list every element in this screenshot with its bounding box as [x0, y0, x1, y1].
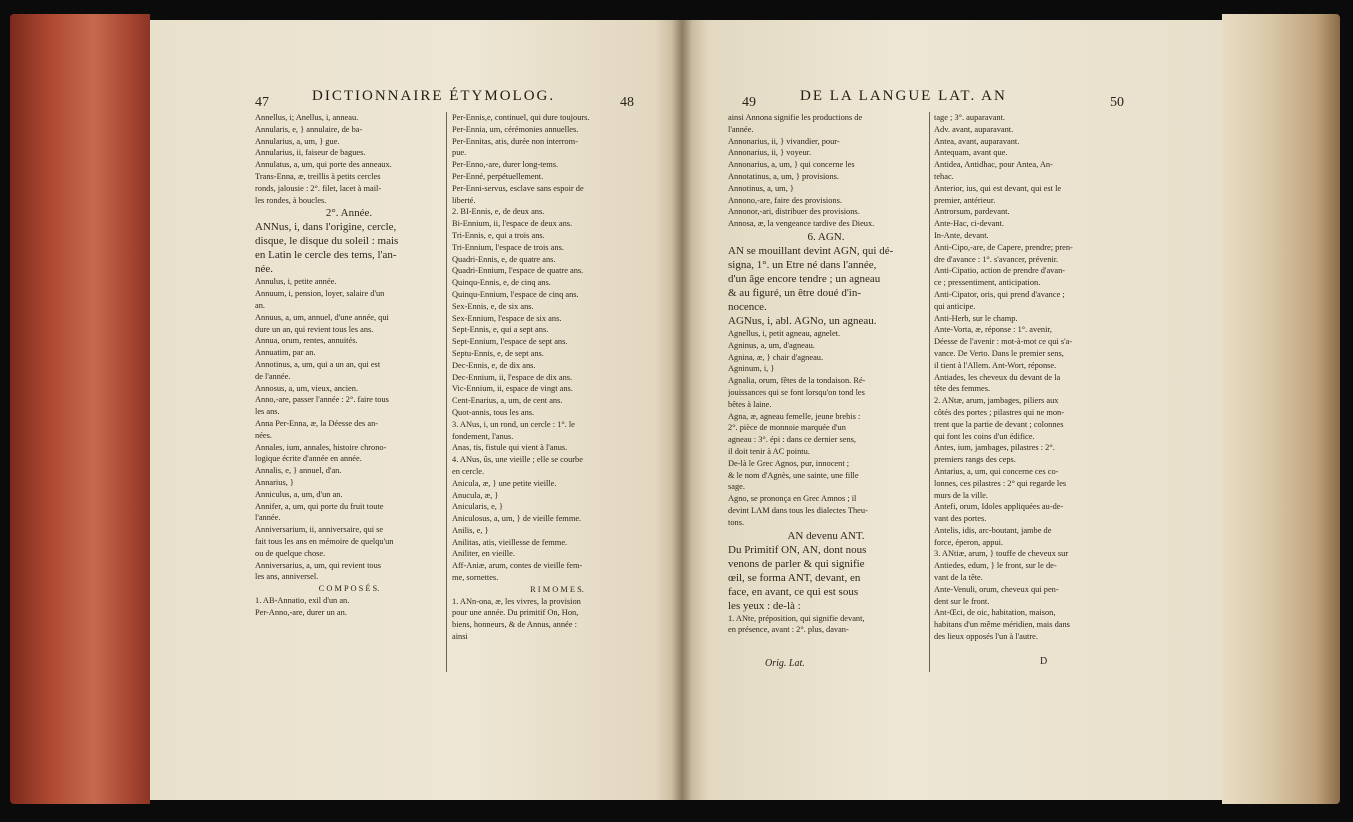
text-line: fait tous les ans en mémoire de quelqu'un — [255, 536, 394, 546]
text-line: Anicula, æ, } une petite vieille. — [452, 478, 557, 488]
text-line: née. — [255, 263, 274, 276]
text-line: Annuum, i, pension, loyer, salaire d'un — [255, 289, 385, 299]
footer-signature-text: Orig. Lat. — [765, 658, 805, 669]
text-line: Annulatus, a, um, qui porte des anneaux. — [255, 160, 392, 170]
text-line: Anti-Cipatio, action de prendre d'avan- — [934, 266, 1066, 276]
text-line: 1. AB-Annatio, exil d'un an. — [255, 595, 350, 605]
text-line: Ante-Venuli, orum, cheveux qui pen- — [934, 584, 1059, 594]
text-line: Ante-Vorta, æ, réponse : 1°. avenir, — [934, 325, 1052, 335]
text-line: 2. BI-Ennis, e, de deux ans. — [452, 207, 545, 217]
text-line: Trans-Enna, æ, treillis à petits cercles — [255, 171, 381, 181]
text-line: Annonor,-ari, distribuer des provisions. — [728, 207, 860, 217]
text-line: devint LAM dans tous les dialectes Theu- — [728, 505, 868, 515]
text-line: tage ; 3°. auparavant. — [934, 113, 1006, 122]
text-line: biens, honneurs, & de Annus, année : — [452, 620, 577, 630]
text-line: Antes, ium, jambages, pilastres : 2°. — [934, 443, 1055, 453]
text-line: Annuatim, par an. — [255, 348, 316, 358]
text-line: habitans d'un même méridien, mais dans — [934, 620, 1070, 630]
text-line: Aniculosus, a, um, } de vieille femme. — [452, 514, 582, 524]
text-line: Agna, æ, agneau femelle, jeune brebis : — [728, 411, 861, 421]
text-line: AN se mouillant devint AGN, qui dé- — [728, 244, 894, 257]
text-line: Annosa, æ, la vengeance tardive des Dieux. — [728, 219, 875, 229]
text-line: Annonarius, a, um, } qui concerne les — [728, 160, 855, 170]
text-line: Annularius, a, um, } gue. — [255, 136, 340, 146]
text-line: vant de la tête. — [934, 573, 983, 583]
text-line: les yeux : de-là : — [728, 599, 801, 612]
text-line: Annulus, i, petite année. — [255, 277, 337, 287]
text-line: vance. De Verto. Dans le premier sens, — [934, 348, 1064, 358]
text-line: me, sornettes. — [452, 573, 499, 583]
text-line: AGNus, i, abl. AGNo, un agneau. — [728, 314, 877, 327]
text-line: Aff-Aniæ, arum, contes de vieille fem- — [452, 561, 583, 571]
text-line: 4. ANus, ûs, une vieille ; elle se courbe — [452, 455, 583, 465]
text-line: Adv. avant, auparavant. — [934, 124, 1014, 134]
text-line: Annularius, ii, faiseur de bagues. — [255, 148, 366, 158]
text-line: jouissances qui se font lorsqu'on tond les — [728, 387, 865, 397]
text-line: & au figuré, un être doué d'in- — [728, 286, 862, 299]
text-line: Annotinus, a, um, } — [728, 183, 794, 193]
text-line: Quadri-Ennium, l'espace de quatre ans. — [452, 266, 584, 276]
text-line: In-Ante, devant. — [934, 230, 989, 240]
text-line: ou de quelque chose. — [255, 548, 326, 558]
text-line: pue. — [452, 148, 467, 158]
text-line: Antea, avant, auparavant. — [934, 136, 1020, 146]
text-line: Antiades, les cheveux du devant de la — [934, 372, 1061, 382]
text-line: Agnalia, orum, fêtes de la tondaison. Ré- — [728, 376, 866, 386]
text-line: Anilitas, atis, vieillesse de femme. — [452, 537, 568, 547]
text-line: Annono,-are, faire des provisions. — [728, 195, 842, 205]
text-line: Antelis, idis, arc-boutant, jambe de — [934, 525, 1052, 535]
text-line: Septu-Ennis, e, de sept ans. — [452, 348, 544, 358]
text-line: 3. ANus, i, un rond, un cercle : 1°. le — [452, 419, 575, 429]
text-line: Anti-Herb, sur le champ. — [934, 313, 1018, 323]
text-line: Anucula, æ, } — [452, 490, 499, 500]
text-line: Sept-Ennis, e, qui a sept ans. — [452, 325, 549, 335]
text-line: Anicularis, e, } — [452, 502, 503, 512]
text-line: sage. — [728, 482, 745, 492]
text-line: liberté. — [452, 195, 476, 205]
text-line: Antidea, Antidhac, pour Antea, An- — [934, 160, 1053, 170]
text-line: Déesse de l'avenir : mot-à-mot ce qui s'a- — [934, 337, 1073, 347]
text-line: vant des portes. — [934, 514, 987, 524]
page-number-right: 49 — [742, 95, 756, 110]
text-line: Annularis, e, } annulaire, de ba- — [255, 124, 363, 134]
text-line: Antarius, a, um, qui concerne ces co- — [934, 466, 1059, 476]
text-line: Annonarius, ii, } vivandier, pour- — [728, 136, 840, 146]
text-line: Bi-Ennium, ii, l'espace de deux ans. — [452, 219, 573, 229]
text-line: Quinqu-Ennium, l'espace de cinq ans. — [452, 289, 579, 299]
text-line: signa, 1°. un Etre né dans l'année, — [728, 258, 877, 271]
text-line: Dec-Ennis, e, de dix ans. — [452, 360, 536, 370]
text-line: nocence. — [728, 300, 767, 313]
text-line: Agnina, æ, } chair d'agneau. — [728, 352, 824, 362]
text-line: en Latin le cercle des tems, l'an- — [255, 249, 397, 262]
text-line: trent que la partie de devant ; colonnes — [934, 419, 1064, 429]
text-line: Antrorsum, pardevant. — [934, 207, 1010, 217]
text-line: Anniversarius, a, um, qui revient tous — [255, 560, 382, 570]
text-line: 2. ANtæ, arum, jambages, piliers aux — [934, 396, 1059, 406]
text-line: les ans, anniversel. — [255, 572, 319, 582]
text-line: Quot-annis, tous les ans. — [452, 407, 535, 417]
text-line: de l'année. — [255, 371, 291, 381]
text-line: Annosus, a, um, vieux, ancien. — [255, 383, 359, 393]
text-line: côtés des portes ; pilastres qui ne mon- — [934, 407, 1065, 417]
text-line: venons de parler & qui signifie — [728, 557, 865, 570]
text-line: Agninus, a, um, d'agneau. — [728, 340, 815, 350]
text-line: Aniliter, en vieille. — [452, 549, 515, 559]
text-line: en présence, avant : 2°. plus, davan- — [728, 625, 849, 635]
text-line: des lieux opposés l'un à l'autre. — [934, 632, 1038, 642]
left-column-1 — [255, 112, 443, 618]
page-number-left: 47 — [255, 95, 269, 110]
text-line: 2°. pièce de monnoie marquée d'un — [728, 423, 846, 433]
text-line: Antefi, orum, Idoles appliquées au-de- — [934, 502, 1064, 512]
text-line: Anti-Cipator, oris, qui prend d'avance ; — [934, 289, 1065, 299]
text-line: face, en avant, ce qui est sous — [728, 585, 859, 598]
text-line: Sept-Ennium, l'espace de sept ans. — [452, 337, 568, 347]
text-line: R I M O M E S. — [530, 584, 584, 594]
column-rule-right — [929, 112, 930, 672]
text-line: il doit tenir à AC pointu. — [728, 446, 810, 456]
text-line: 3. ANtiæ, arum, } touffe de cheveux sur — [934, 549, 1069, 559]
right-column-2 — [934, 112, 1134, 643]
text-line: œil, se forma ANT, devant, en — [728, 571, 861, 584]
text-line: les ans. — [255, 407, 280, 417]
text-line: ronds, jalousie : 2°. filet, lacet à mail- — [255, 183, 382, 193]
signature-mark: D — [1040, 656, 1048, 667]
text-line: Dec-Ennium, ii, l'espace de dix ans. — [452, 372, 573, 382]
text-line: 1. ANn-ona, æ, les vivres, la provision — [452, 596, 581, 606]
text-line: Anna Per-Enna, æ, la Déesse des an- — [255, 418, 379, 428]
book-gutter — [672, 20, 692, 800]
text-line: l'année. — [255, 513, 281, 523]
text-line: Per-Ennia, um, cérémonies annuelles. — [452, 124, 579, 134]
text-line: fondement, l'anus. — [452, 431, 514, 441]
text-line: Per-Ennitas, atis, durée non interrom- — [452, 136, 578, 146]
text-line: Per-Enni-servus, esclave sans espoir de — [452, 183, 584, 193]
text-line: Anilis, e, } — [452, 525, 489, 535]
text-line: en cercle. — [452, 466, 485, 476]
book-edge-left — [10, 14, 150, 804]
text-line: Anniversarium, ii, anniversaire, qui se — [255, 525, 384, 535]
text-line: pour une année. Du primitif On, Hon, — [452, 608, 579, 618]
text-line: il tient à l'Allem. Ant-Wort, réponse. — [934, 360, 1057, 370]
right-column-1 — [728, 112, 924, 636]
text-line: & le nom d'Agnès, une sainte, une fille — [728, 470, 859, 480]
column-rule-left — [446, 112, 447, 672]
text-line: tehac. — [934, 171, 954, 181]
text-line: 2°. Année. — [325, 207, 373, 220]
text-line: Annotinus, a, um, qui a un an, qui est — [255, 359, 381, 369]
text-line: Anno,-are, passer l'année : 2°. faire tous — [255, 395, 389, 405]
text-line: C O M P O S É S. — [318, 584, 380, 594]
text-line: ce ; pressentiment, anticipation. — [934, 278, 1041, 288]
page-number-right-2: 50 — [1110, 95, 1124, 110]
text-line: Annua, orum, rentes, annuités. — [255, 336, 358, 346]
text-line: ainsi Annona signifie les productions de — [728, 113, 863, 122]
text-line: murs de la ville. — [934, 490, 988, 500]
text-line: les rondes, à boucles. — [255, 195, 327, 205]
text-line: premier, antérieur. — [934, 195, 996, 205]
text-line: Tri-Ennium, l'espace de trois ans. — [452, 242, 564, 252]
text-line: Per-Anno,-are, durer un an. — [255, 607, 347, 617]
text-line: Annalis, e, } annuel, d'an. — [255, 466, 342, 476]
text-line: Sex-Ennis, e, de six ans. — [452, 301, 534, 311]
text-line: Per-Ennis,e, continuel, qui dure toujours. — [452, 113, 590, 122]
text-line: Agninum, i, } — [728, 364, 775, 374]
text-line: Anas, tis, fistule qui vient à l'anus. — [452, 443, 568, 453]
text-line: Du Primitif ON, AN, dont nous — [728, 543, 867, 556]
text-line: Ante-Hac, ci-devant. — [934, 219, 1004, 229]
text-line: bêtes à laine. — [728, 399, 772, 409]
text-line: lonnes, ces pilastres : 2° qui regarde les — [934, 478, 1067, 488]
text-line: Sex-Ennium, l'espace de six ans. — [452, 313, 562, 323]
text-line: AN devenu ANT. — [787, 529, 865, 542]
text-line: Annarius, } — [255, 477, 294, 487]
text-line: Quinqu-Ennis, e, de cinq ans. — [452, 278, 551, 288]
text-line: ainsi — [452, 632, 468, 642]
text-line: qui anticipe. — [934, 301, 976, 311]
text-line: dre d'avance : 1°. s'avancer, prévenir. — [934, 254, 1059, 264]
text-line: force, éperon, appui. — [934, 537, 1004, 547]
running-header-right: DE LA LANGUE LAT. AN — [800, 88, 1007, 104]
text-line: tête des femmes. — [934, 384, 991, 394]
text-line: tons. — [728, 517, 745, 527]
text-line: Antiedes, edum, } le front, sur le de- — [934, 561, 1057, 571]
text-line: Annifer, a, um, qui porte du fruit toute — [255, 501, 384, 511]
text-line: Ant-Œci, de oic, habitation, maison, — [934, 608, 1056, 618]
text-line: d'un âge encore tendre ; un agneau — [728, 272, 881, 285]
text-line: dure un an, qui revient tous les ans. — [255, 324, 374, 334]
text-line: agneau : 3°. épi : dans ce dernier sens, — [728, 435, 856, 445]
running-header-left: DICTIONNAIRE ÉTYMOLOG. — [312, 88, 556, 104]
text-line: Anti-Cipo,-are, de Capere, prendre; pren- — [934, 242, 1073, 252]
text-line: Antequam, avant que. — [934, 148, 1008, 158]
text-line: ANNus, i, dans l'origine, cercle, — [255, 221, 397, 234]
text-line: disque, le disque du soleil : mais — [255, 235, 399, 248]
text-line: dent sur le front. — [934, 596, 990, 606]
text-line: Quadri-Ennis, e, de quatre ans. — [452, 254, 556, 264]
text-line: Annellus, i; Anellus, i, anneau. — [255, 113, 359, 122]
left-column-2 — [452, 112, 662, 643]
page-number-left-2: 48 — [620, 95, 634, 110]
text-line: Tri-Ennis, e, qui a trois ans. — [452, 230, 545, 240]
text-line: Annonarius, ii, } voyeur. — [728, 148, 812, 158]
text-line: premiers rangs des ceps. — [934, 455, 1016, 465]
text-line: De-là le Grec Agnos, pur, innocent ; — [728, 458, 850, 468]
text-line: logique écrite d'année en année. — [255, 454, 362, 464]
text-line: an. — [255, 300, 265, 310]
text-line: qui font les coins d'un édifice. — [934, 431, 1035, 441]
text-line: Agnellus, i, petit agneau, agnelet. — [728, 328, 841, 338]
text-line: Cent-Enarius, a, um, de cent ans. — [452, 396, 563, 406]
text-line: Annales, ium, annales, histoire chrono- — [255, 442, 387, 452]
text-line: nées. — [255, 430, 272, 440]
book-edge-right — [1222, 14, 1340, 804]
text-line: 1. ANte, préposition, qui signifie devant, — [728, 613, 865, 623]
text-line: Agno, se prononça en Grec Amnos ; il — [728, 494, 857, 504]
text-line: Anniculus, a, um, d'un an. — [255, 489, 343, 499]
text-line: l'année. — [728, 124, 754, 134]
text-line: Per-Enno,-are, durer long-tems. — [452, 160, 559, 170]
text-line: 6. AGN. — [807, 230, 845, 243]
text-line: Anterior, ius, qui est devant, qui est le — [934, 183, 1062, 193]
text-line: Annuus, a, um, annuel, d'une année, qui — [255, 312, 389, 322]
text-line: Vic-Ennium, ii, espace de vingt ans. — [452, 384, 573, 394]
text-line: Annotatinus, a, um, } provisions. — [728, 171, 840, 181]
text-line: Per-Enné, perpétuellement. — [452, 171, 544, 181]
